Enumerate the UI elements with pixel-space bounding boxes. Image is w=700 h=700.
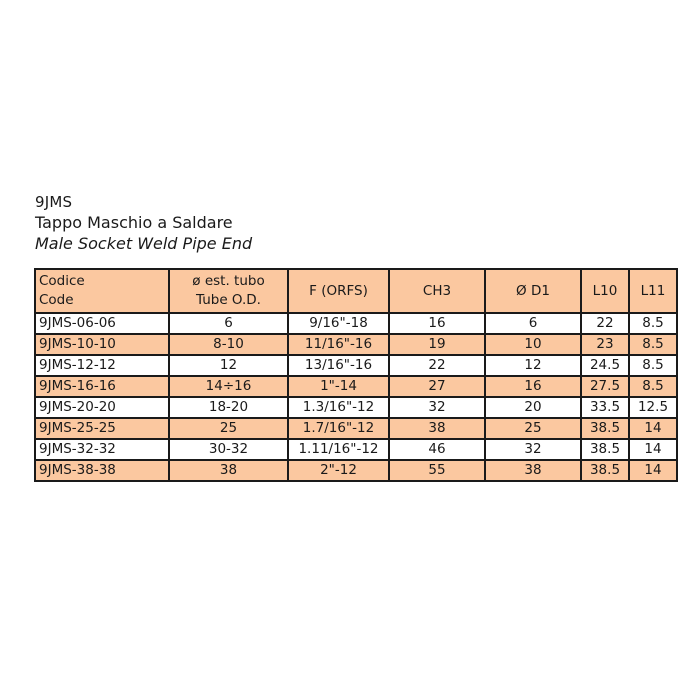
cell-code: 9JMS-06-06 — [35, 313, 169, 334]
cell-l11: 12.5 — [629, 397, 677, 418]
cell-d1: 38 — [485, 460, 581, 481]
cell-ch3: 22 — [389, 355, 485, 376]
col-header-ch3: CH3 — [389, 269, 485, 313]
table-row — [35, 334, 677, 355]
col-header-tube-od-line2: Tube O.D. — [196, 292, 261, 308]
cell-ch3: 55 — [389, 460, 485, 481]
cell-code: 9JMS-32-32 — [35, 439, 169, 460]
cell-tube-od: 8-10 — [169, 334, 288, 355]
col-header-tube-od-line1: ø est. tubo — [192, 273, 265, 289]
cell-l10: 38.5 — [581, 460, 629, 481]
col-header-f-orfs: F (ORFS) — [288, 269, 389, 313]
col-header-code-line2: Code — [39, 292, 74, 308]
cell-d1: 20 — [485, 397, 581, 418]
cell-code: 9JMS-10-10 — [35, 334, 169, 355]
cell-l11: 8.5 — [629, 376, 677, 397]
cell-d1: 12 — [485, 355, 581, 376]
cell-tube-od: 30-32 — [169, 439, 288, 460]
col-header-code — [35, 269, 169, 313]
cell-f-orfs: 1.7/16"-12 — [288, 418, 389, 439]
table-row — [35, 376, 677, 397]
cell-ch3: 46 — [389, 439, 485, 460]
cell-f-orfs: 11/16"-16 — [288, 334, 389, 355]
cell-code: 9JMS-20-20 — [35, 397, 169, 418]
cell-d1: 10 — [485, 334, 581, 355]
cell-l10: 23 — [581, 334, 629, 355]
col-header-l11: L11 — [629, 269, 677, 313]
cell-l10: 27.5 — [581, 376, 629, 397]
product-code: 9JMS — [35, 193, 73, 211]
cell-d1: 32 — [485, 439, 581, 460]
cell-d1: 6 — [485, 313, 581, 334]
cell-f-orfs: 1.11/16"-12 — [288, 439, 389, 460]
cell-code: 9JMS-38-38 — [35, 460, 169, 481]
cell-code: 9JMS-25-25 — [35, 418, 169, 439]
table-row — [35, 313, 677, 334]
cell-f-orfs: 1.3/16"-12 — [288, 397, 389, 418]
cell-d1: 16 — [485, 376, 581, 397]
cell-code: 9JMS-16-16 — [35, 376, 169, 397]
cell-l10: 38.5 — [581, 439, 629, 460]
cell-d1: 25 — [485, 418, 581, 439]
cell-l10: 24.5 — [581, 355, 629, 376]
cell-ch3: 38 — [389, 418, 485, 439]
cell-ch3: 16 — [389, 313, 485, 334]
product-title-italian: Tappo Maschio a Saldare — [35, 213, 233, 232]
cell-l11: 8.5 — [629, 334, 677, 355]
table-row — [35, 460, 677, 481]
cell-f-orfs: 13/16"-16 — [288, 355, 389, 376]
cell-l10: 33.5 — [581, 397, 629, 418]
spec-table — [34, 268, 678, 482]
cell-tube-od: 6 — [169, 313, 288, 334]
product-header — [35, 192, 675, 254]
cell-l10: 22 — [581, 313, 629, 334]
cell-l11: 8.5 — [629, 355, 677, 376]
col-header-tube-od — [169, 269, 288, 313]
table-row — [35, 355, 677, 376]
cell-tube-od: 25 — [169, 418, 288, 439]
cell-code: 9JMS-12-12 — [35, 355, 169, 376]
cell-f-orfs: 2"-12 — [288, 460, 389, 481]
col-header-code-line1: Codice — [39, 273, 85, 289]
cell-l11: 14 — [629, 460, 677, 481]
col-header-l10: L10 — [581, 269, 629, 313]
cell-ch3: 19 — [389, 334, 485, 355]
product-title-english: Male Socket Weld Pipe End — [35, 234, 253, 253]
table-row — [35, 397, 677, 418]
table-row — [35, 439, 677, 460]
cell-l10: 38.5 — [581, 418, 629, 439]
cell-tube-od: 38 — [169, 460, 288, 481]
cell-tube-od: 12 — [169, 355, 288, 376]
cell-l11: 14 — [629, 439, 677, 460]
col-header-d1: Ø D1 — [485, 269, 581, 313]
table-row — [35, 418, 677, 439]
cell-l11: 14 — [629, 418, 677, 439]
cell-f-orfs: 9/16"-18 — [288, 313, 389, 334]
cell-tube-od: 14÷16 — [169, 376, 288, 397]
cell-tube-od: 18-20 — [169, 397, 288, 418]
cell-f-orfs: 1"-14 — [288, 376, 389, 397]
cell-ch3: 27 — [389, 376, 485, 397]
cell-l11: 8.5 — [629, 313, 677, 334]
cell-ch3: 32 — [389, 397, 485, 418]
table-header-row — [35, 269, 677, 313]
